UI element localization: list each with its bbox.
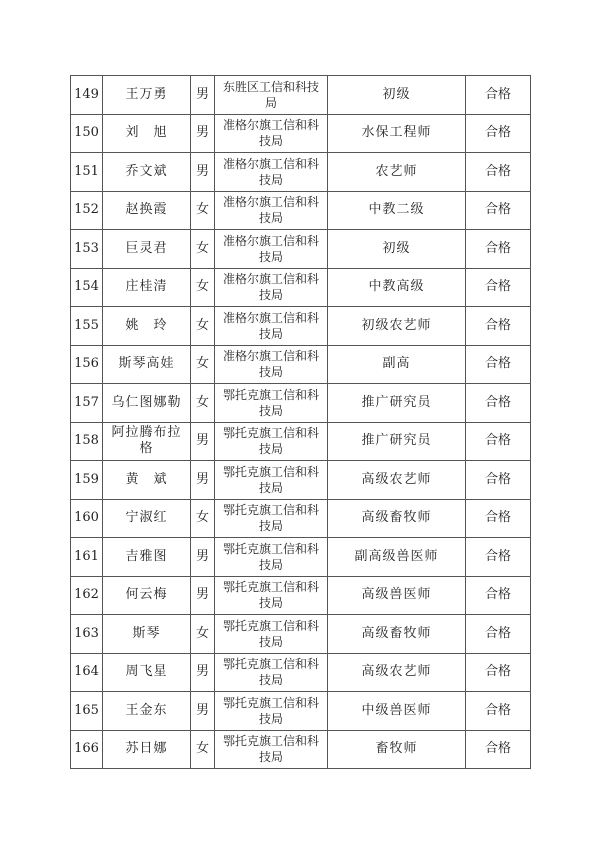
unit-cell: 准格尔旗工信和科技局 [215,153,328,192]
title-cell: 水保工程师 [328,114,466,153]
title-cell: 副高级兽医师 [328,538,466,577]
result-cell: 合格 [466,422,531,461]
gender-cell: 男 [191,653,215,692]
row-number-cell: 149 [71,76,103,115]
unit-cell: 鄂托克旗工信和科技局 [215,730,328,769]
unit-cell: 鄂托克旗工信和科技局 [215,653,328,692]
title-cell: 中教二级 [328,191,466,230]
row-number-cell: 164 [71,653,103,692]
gender-cell: 男 [191,576,215,615]
row-number-cell: 162 [71,576,103,615]
gender-cell: 女 [191,191,215,230]
name-cell: 巨灵君 [103,230,191,269]
gender-cell: 男 [191,76,215,115]
table-row [71,307,531,346]
name-cell: 宁淑红 [103,499,191,538]
unit-cell: 准格尔旗工信和科技局 [215,191,328,230]
result-cell: 合格 [466,730,531,769]
row-number-cell: 151 [71,153,103,192]
row-number-cell: 150 [71,114,103,153]
name-cell: 何云梅 [103,576,191,615]
name-cell: 斯琴高娃 [103,345,191,384]
row-number-cell: 166 [71,730,103,769]
gender-cell: 男 [191,153,215,192]
row-number-cell: 158 [71,422,103,461]
title-cell: 初级农艺师 [328,307,466,346]
title-cell: 农艺师 [328,153,466,192]
gender-cell: 女 [191,499,215,538]
result-cell: 合格 [466,384,531,423]
name-cell: 赵换霞 [103,191,191,230]
result-cell: 合格 [466,114,531,153]
row-number-cell: 163 [71,615,103,654]
row-number-cell: 155 [71,307,103,346]
result-cell: 合格 [466,153,531,192]
name-cell: 周飞星 [103,653,191,692]
gender-cell: 女 [191,615,215,654]
name-cell: 斯琴 [103,615,191,654]
table-row [71,76,531,115]
title-cell: 中教高级 [328,268,466,307]
name-cell: 黄 斌 [103,461,191,500]
name-cell: 王金东 [103,692,191,731]
row-number-cell: 165 [71,692,103,731]
unit-cell: 鄂托克旗工信和科技局 [215,576,328,615]
name-cell: 乌仁图娜勒 [103,384,191,423]
unit-cell: 准格尔旗工信和科技局 [215,345,328,384]
title-cell: 高级兽医师 [328,576,466,615]
result-cell: 合格 [466,653,531,692]
unit-cell: 鄂托克旗工信和科技局 [215,384,328,423]
table-row [71,499,531,538]
gender-cell: 女 [191,230,215,269]
unit-cell: 鄂托克旗工信和科技局 [215,499,328,538]
gender-cell: 女 [191,307,215,346]
title-cell: 中级兽医师 [328,692,466,731]
unit-cell: 鄂托克旗工信和科技局 [215,692,328,731]
gender-cell: 男 [191,461,215,500]
result-cell: 合格 [466,615,531,654]
unit-cell: 东胜区工信和科技局 [215,76,328,115]
table-row [71,191,531,230]
table-row [71,384,531,423]
name-cell: 吉雅图 [103,538,191,577]
gender-cell: 男 [191,114,215,153]
gender-cell: 男 [191,692,215,731]
unit-cell: 准格尔旗工信和科技局 [215,230,328,269]
gender-cell: 女 [191,384,215,423]
result-cell: 合格 [466,191,531,230]
result-cell: 合格 [466,307,531,346]
result-cell: 合格 [466,268,531,307]
unit-cell: 鄂托克旗工信和科技局 [215,461,328,500]
row-number-cell: 153 [71,230,103,269]
unit-cell: 准格尔旗工信和科技局 [215,307,328,346]
title-cell: 初级 [328,76,466,115]
table-row [71,345,531,384]
unit-cell: 鄂托克旗工信和科技局 [215,615,328,654]
gender-cell: 男 [191,538,215,577]
title-cell: 高级畜牧师 [328,615,466,654]
name-cell: 姚 玲 [103,307,191,346]
table-row [71,615,531,654]
unit-cell: 鄂托克旗工信和科技局 [215,538,328,577]
title-cell: 推广研究员 [328,384,466,423]
table-row [71,114,531,153]
row-number-cell: 157 [71,384,103,423]
result-cell: 合格 [466,230,531,269]
result-cell: 合格 [466,345,531,384]
name-cell: 苏日娜 [103,730,191,769]
gender-cell: 男 [191,422,215,461]
name-cell: 刘 旭 [103,114,191,153]
row-number-cell: 160 [71,499,103,538]
result-cell: 合格 [466,692,531,731]
gender-cell: 女 [191,268,215,307]
table-row [71,653,531,692]
table-row [71,461,531,500]
result-cell: 合格 [466,538,531,577]
table-row [71,422,531,461]
gender-cell: 女 [191,345,215,384]
unit-cell: 准格尔旗工信和科技局 [215,268,328,307]
table-row [71,153,531,192]
table-row [71,538,531,577]
result-cell: 合格 [466,76,531,115]
table-row [71,230,531,269]
table-row [71,576,531,615]
roster-table [70,75,531,769]
title-cell: 高级农艺师 [328,461,466,500]
table-row [71,692,531,731]
unit-cell: 鄂托克旗工信和科技局 [215,422,328,461]
title-cell: 高级农艺师 [328,653,466,692]
name-cell: 乔文斌 [103,153,191,192]
title-cell: 推广研究员 [328,422,466,461]
roster-body [71,76,531,769]
gender-cell: 女 [191,730,215,769]
table-row [71,730,531,769]
title-cell: 副高 [328,345,466,384]
unit-cell: 准格尔旗工信和科技局 [215,114,328,153]
name-cell: 王万勇 [103,76,191,115]
name-cell: 庄桂清 [103,268,191,307]
result-cell: 合格 [466,499,531,538]
table-row [71,268,531,307]
name-cell: 阿拉腾布拉格 [103,422,191,461]
title-cell: 初级 [328,230,466,269]
result-cell: 合格 [466,576,531,615]
row-number-cell: 156 [71,345,103,384]
row-number-cell: 161 [71,538,103,577]
row-number-cell: 159 [71,461,103,500]
row-number-cell: 154 [71,268,103,307]
row-number-cell: 152 [71,191,103,230]
title-cell: 高级畜牧师 [328,499,466,538]
result-cell: 合格 [466,461,531,500]
title-cell: 畜牧师 [328,730,466,769]
